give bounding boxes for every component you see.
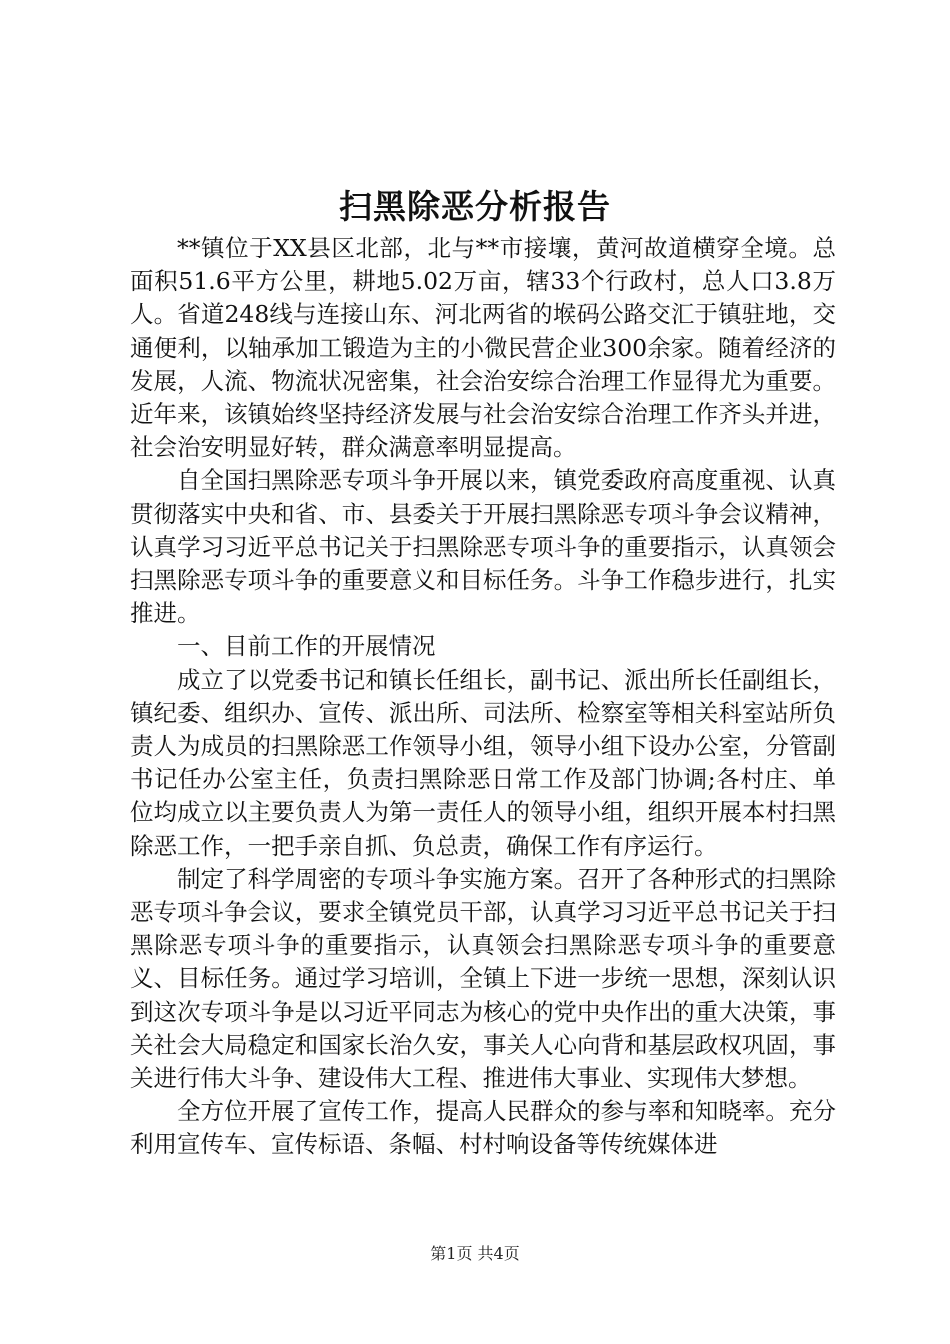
- document-body: [130, 232, 836, 1162]
- document-title: 扫黑除恶分析报告: [339, 187, 611, 226]
- paragraph-overview: **镇位于XX县区北部，北与**市接壤，黄河故道横穿全境。总面积51.6平方公里，耕地5.02万亩，辖33个行政村，总人口3.8万人。省道248线与连接山东、河北两省的堠码公路交汇于镇驻地，交通便利，以轴承加工锻造为主的小微民营企业300余家。随着经济的发展，人流、物流状况密集，社会治安综合治理工作显得尤为重要。近年来，该镇始终坚持经济发展与社会治安综合治理工作齐头并进，社会治安明显好转，群众满意率明显提高。: [130, 234, 836, 462]
- paragraph-leadership-group: 成立了以党委书记和镇长任组长，副书记、派出所长任副组长，镇纪委、组织办、宣传、派出所、司法所、检察室等相关科室站所负责人为成员的扫黑除恶工作领导小组，领导小组下设办公室，分管副书记任办公室主任，负责扫黑除恶日常工作及部门协调;各村庄、单位均成立以主要负责人为第一责任人的领导小组，组织开展本村扫黑除恶工作，一把手亲自抓、负总责，确保工作有序运行。: [130, 665, 836, 860]
- page-footer: 第1页 共4页: [430, 1244, 520, 1263]
- paragraph-implementation-plan: 制定了科学周密的专项斗争实施方案。召开了各种形式的扫黑除恶专项斗争会议，要求全镇党员干部，认真学习习近平总书记关于扫黑除恶专项斗争的重要指示，认真领会扫黑除恶专项斗争的重要意义、目标任务。通过学习培训，全镇上下进一步统一思想，深刻认识到这次专项斗争是以习近平同志为核心的党中央作出的重大决策，事关社会大局稳定和国家长治久安，事关人心向背和基层政权巩固，事关进行伟大斗争、建设伟大工程、推进伟大事业、实现伟大梦想。: [130, 864, 836, 1093]
- paragraph-campaign-intro: 自全国扫黑除恶专项斗争开展以来，镇党委政府高度重视、认真贯彻落实中央和省、市、县委关于开展扫黑除恶专项斗争会议精神，认真学习习近平总书记关于扫黑除恶专项斗争的重要指示，认真领会扫黑除恶专项斗争的重要意义和目标任务。斗争工作稳步进行，扎实推进。: [130, 466, 836, 628]
- paragraph-publicity: 全方位开展了宣传工作，提高人民群众的参与率和知晓率。充分利用宣传车、宣传标语、条幅、村村响设备等传统媒体进: [130, 1097, 836, 1159]
- section-heading: 一、目前工作的开展情况: [177, 632, 436, 661]
